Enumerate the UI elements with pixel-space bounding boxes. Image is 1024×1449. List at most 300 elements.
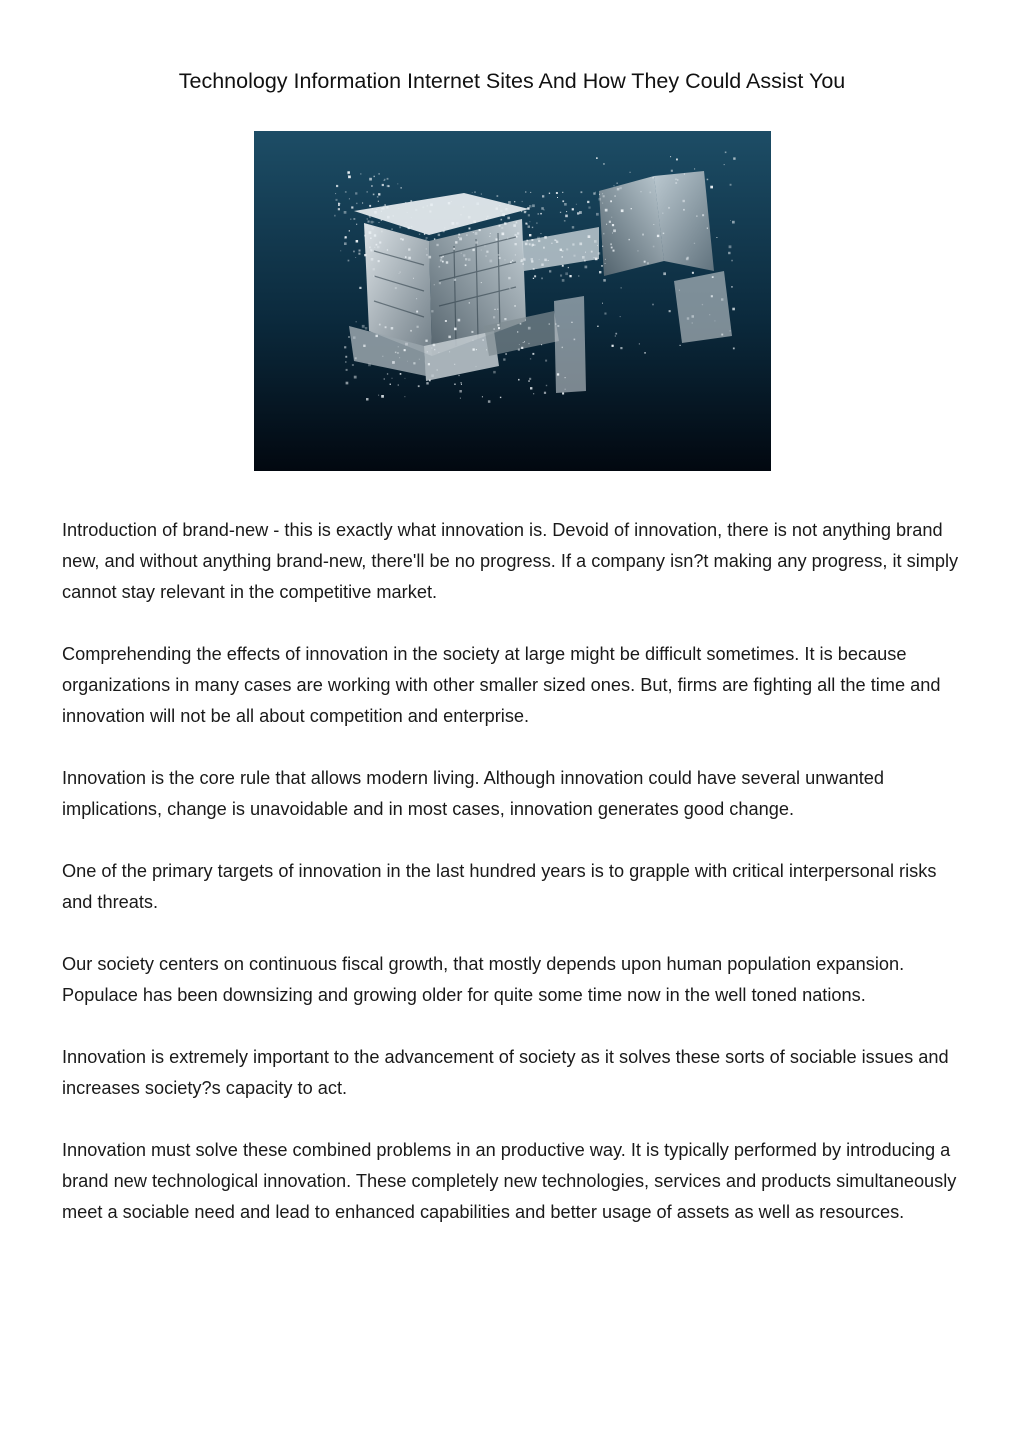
scan-point (548, 260, 549, 261)
scan-point (599, 194, 600, 195)
scan-point (523, 259, 525, 261)
scan-point (498, 327, 500, 329)
scan-point (513, 224, 516, 227)
scan-point (356, 321, 357, 322)
scan-point (382, 356, 383, 357)
scan-point (496, 238, 498, 240)
scan-point (344, 242, 347, 245)
scan-point (610, 200, 612, 202)
scan-point (692, 315, 695, 318)
scan-point (620, 316, 621, 317)
scan-point (391, 229, 392, 230)
scan-point (604, 313, 606, 315)
scan-point (486, 349, 487, 350)
scan-point (442, 261, 444, 263)
scan-point (348, 176, 351, 179)
scan-point (555, 323, 557, 325)
scan-point (368, 364, 371, 367)
scan-point (374, 211, 377, 214)
scan-point (408, 257, 411, 260)
scan-point (373, 268, 375, 270)
scan-point (391, 378, 392, 379)
scan-point (479, 229, 481, 231)
scan-point (500, 210, 502, 212)
paragraph: Our society centers on continuous fiscal growth, that mostly depends upon human population expansion. Populace has been downsizing and growing older for quite some time now in the well toned nations. (62, 954, 905, 1005)
scan-point (602, 203, 603, 204)
scan-point (599, 271, 601, 273)
scan-point (393, 215, 394, 216)
scan-point (652, 304, 654, 306)
scan-point (340, 250, 341, 251)
scan-point (514, 201, 515, 202)
scan-point (476, 202, 479, 205)
scan-point (515, 254, 516, 255)
scan-point (579, 211, 582, 214)
scan-point (367, 219, 368, 220)
scan-point (446, 261, 448, 263)
scan-point (562, 347, 563, 348)
scan-point (620, 347, 622, 349)
scan-point (565, 389, 566, 390)
scan-point (510, 261, 512, 263)
scan-point (597, 245, 598, 246)
scan-point (429, 211, 431, 213)
scan-point (529, 234, 531, 236)
scan-point (595, 192, 596, 193)
scan-point (657, 235, 659, 237)
scan-point (528, 380, 530, 382)
scan-point (534, 275, 536, 277)
scan-point (537, 237, 540, 240)
scan-point (366, 398, 369, 401)
scan-point (373, 194, 375, 196)
scan-point (381, 231, 383, 233)
scan-point (538, 213, 540, 215)
scan-point (721, 334, 723, 336)
scan-point (644, 261, 646, 263)
scan-point (696, 215, 698, 217)
scan-point (374, 247, 375, 248)
scan-point (487, 216, 489, 218)
scan-point (475, 241, 477, 243)
scan-point (521, 259, 523, 261)
scan-point (568, 267, 569, 268)
scan-point (532, 244, 534, 246)
scan-point (458, 237, 459, 238)
scan-point (644, 352, 646, 354)
scan-point (571, 322, 572, 323)
scan-point (334, 215, 336, 217)
scan-point (684, 174, 685, 175)
scan-point (694, 169, 695, 170)
scan-point (621, 287, 622, 288)
scan-point (431, 348, 432, 349)
scan-point (371, 258, 374, 261)
scan-point (676, 159, 678, 161)
scan-point (472, 340, 473, 341)
scan-point (338, 203, 340, 205)
scan-point (615, 333, 617, 335)
scan-point (429, 380, 431, 382)
scan-point (376, 244, 378, 246)
scan-point (732, 221, 735, 224)
scan-point (443, 230, 445, 232)
scan-point (579, 243, 582, 246)
scan-point (417, 326, 419, 328)
scan-point (476, 366, 477, 367)
scan-point (540, 233, 541, 234)
scan-point (482, 396, 483, 397)
scan-point (521, 347, 523, 349)
scan-point (399, 273, 400, 274)
scan-point (562, 279, 565, 282)
scan-point (359, 287, 361, 289)
scan-point (353, 218, 355, 220)
scan-point (528, 214, 530, 216)
scan-point (474, 192, 475, 193)
scan-point (501, 216, 502, 217)
scan-point (481, 282, 482, 283)
scan-point (621, 209, 624, 212)
scan-point (518, 349, 520, 351)
scan-point (650, 192, 652, 194)
scan-point (431, 310, 433, 312)
scan-point (711, 295, 713, 297)
scan-point (369, 178, 372, 181)
scan-point (509, 288, 510, 289)
scan-point (359, 250, 361, 252)
scan-point (613, 229, 616, 232)
scan-point (369, 216, 370, 217)
scan-point (527, 224, 528, 225)
scan-point (601, 265, 603, 267)
scan-point (692, 323, 693, 324)
scan-point (355, 357, 357, 359)
scan-point (382, 184, 384, 186)
scan-point (369, 231, 372, 234)
scan-point (637, 250, 638, 251)
scan-point (680, 345, 681, 346)
scan-point (473, 348, 475, 350)
scan-point (653, 246, 655, 248)
scan-point (730, 220, 731, 221)
scan-point (508, 201, 511, 204)
scan-point (378, 201, 379, 202)
scan-point (426, 382, 428, 384)
scan-point (542, 195, 544, 197)
scan-point (354, 376, 357, 379)
scan-point (370, 238, 372, 240)
scan-point (346, 382, 349, 385)
scan-point (611, 247, 613, 249)
scan-point (460, 398, 461, 399)
scan-point (385, 326, 387, 328)
scan-point (533, 278, 534, 279)
scan-point (426, 254, 428, 256)
scan-point (448, 336, 451, 339)
scan-point (605, 259, 606, 260)
scan-point (428, 363, 430, 365)
scan-point (565, 377, 566, 378)
scan-point (707, 228, 708, 229)
scan-point (353, 251, 355, 253)
scan-point (451, 201, 452, 202)
scan-point (556, 192, 558, 194)
scan-point (345, 361, 346, 362)
scan-point (416, 311, 418, 313)
scan-point (544, 259, 547, 262)
scan-point (461, 384, 462, 385)
scan-point (461, 253, 462, 254)
scan-point (631, 208, 632, 209)
scan-point (494, 309, 495, 310)
scan-point (721, 298, 723, 300)
scan-point (405, 343, 408, 346)
scan-point (344, 346, 346, 348)
scan-point (731, 286, 733, 288)
scan-point (369, 247, 371, 249)
scan-point (594, 257, 595, 258)
scan-point (584, 260, 586, 262)
scan-point (562, 192, 563, 193)
scan-point (387, 185, 389, 187)
scan-point (549, 193, 550, 194)
scan-point (454, 279, 456, 281)
scan-point (582, 256, 585, 259)
scan-point (687, 317, 689, 319)
scan-point (526, 208, 527, 209)
scan-point (481, 194, 482, 195)
scan-point (671, 170, 673, 172)
scan-point (543, 247, 545, 249)
scan-point (391, 327, 394, 330)
scan-point (397, 183, 398, 184)
scan-point (545, 360, 547, 362)
scan-point (374, 234, 376, 236)
article-body (62, 515, 962, 1259)
scan-point (612, 224, 614, 226)
scan-point (456, 222, 459, 225)
scan-point (469, 228, 471, 230)
scan-point (338, 204, 340, 206)
scan-point (525, 243, 528, 246)
scan-point (455, 241, 457, 243)
scan-point (355, 192, 357, 194)
scan-point (434, 238, 435, 239)
scan-point (533, 268, 535, 270)
scan-point (419, 359, 420, 360)
scan-point (471, 331, 473, 333)
scan-point (663, 233, 665, 235)
scan-point (714, 320, 715, 321)
scan-point (426, 239, 427, 240)
scan-point (541, 207, 544, 210)
scan-point (501, 219, 503, 221)
scan-point (532, 204, 535, 207)
scan-point (468, 258, 471, 261)
scan-point (647, 262, 649, 264)
scan-point (430, 204, 433, 207)
scan-point (356, 240, 359, 243)
scan-point (381, 211, 382, 212)
scan-point (506, 208, 507, 209)
scan-point (353, 336, 356, 339)
scan-point (551, 243, 552, 244)
scan-point (374, 176, 375, 177)
scan-point (449, 351, 450, 352)
scan-point (338, 208, 340, 210)
scan-point (603, 163, 605, 165)
scan-point (382, 207, 384, 209)
scan-point (712, 276, 714, 278)
scan-point (387, 216, 390, 219)
scan-point (588, 207, 590, 209)
scan-point (593, 192, 595, 194)
scan-point (716, 237, 717, 238)
paragraph: Innovation must solve these combined problems in an productive way. It is typically performed by introducing a brand new technological innovation. These completely new technologies, services and products simultaneously meet a sociable need and lead to enhanced capabilities and better usage of assets as well as resources. (62, 1140, 957, 1222)
scan-point (387, 178, 389, 180)
scan-point (733, 157, 735, 159)
scan-point (371, 227, 373, 229)
scan-point (616, 183, 618, 185)
scan-point (675, 179, 677, 181)
scan-point (379, 242, 381, 244)
scan-point (612, 345, 614, 347)
scan-point (692, 272, 694, 274)
scan-point (472, 249, 474, 251)
scan-point (518, 379, 520, 381)
scan-point (527, 207, 529, 209)
paragraph: Introduction of brand-new - this is exactly what innovation is. Devoid of innovation, there is not anything brand new, and without anything brand-new, there'll be no progress. If a company isn?t making any progress, it simply cannot stay relevant in the competitive market. (62, 520, 959, 602)
scan-point (379, 222, 380, 223)
scan-point (564, 203, 567, 206)
scan-point (485, 245, 486, 246)
scan-point (541, 264, 543, 266)
scan-point (434, 349, 435, 350)
scan-point (373, 275, 375, 277)
scan-point (612, 233, 613, 234)
scan-point (384, 180, 385, 181)
scan-point (556, 241, 558, 243)
scan-point (517, 232, 519, 234)
scan-point (482, 339, 484, 341)
scan-point (557, 325, 559, 327)
scan-point (538, 240, 540, 242)
scan-point (619, 187, 621, 189)
scan-point (381, 395, 384, 398)
scan-point (530, 358, 531, 359)
scan-point (557, 197, 558, 198)
scan-point (347, 171, 350, 174)
scan-point (525, 191, 526, 192)
scan-point (448, 202, 450, 204)
scan-point (564, 220, 566, 222)
scan-point (376, 209, 377, 210)
scan-point (611, 217, 612, 218)
scan-point (532, 227, 533, 228)
scan-point (581, 191, 583, 193)
scan-point (427, 351, 428, 352)
scan-point (508, 277, 510, 279)
scan-point (602, 193, 603, 194)
scan-point (346, 369, 348, 371)
scan-point (541, 278, 543, 280)
scan-point (521, 211, 522, 212)
scan-point (378, 260, 380, 262)
scan-point (411, 217, 412, 218)
scan-point (370, 217, 371, 218)
scan-point (516, 236, 518, 238)
scan-point (406, 222, 407, 223)
scan-point (445, 320, 447, 322)
scan-point (439, 282, 441, 284)
scan-point (439, 266, 441, 268)
paragraph: Innovation is the core rule that allows modern living. Although innovation could have several unwanted implications, change is unavoidable and in most cases, innovation generates good change. (62, 768, 884, 819)
scan-point (653, 224, 654, 225)
scan-point (416, 298, 417, 299)
scan-point (351, 206, 353, 208)
scan-point (499, 225, 501, 227)
scan-point (709, 314, 710, 315)
scan-point (395, 287, 397, 289)
scan-point (454, 364, 455, 365)
scan-point (405, 256, 407, 258)
scan-point (702, 214, 704, 216)
scan-point (502, 213, 505, 216)
scan-point (360, 174, 361, 175)
scan-point (356, 203, 357, 204)
scan-point (585, 266, 588, 269)
scan-point (395, 352, 397, 354)
scan-point (670, 156, 671, 157)
scan-point (460, 214, 461, 215)
point-cloud-building-image (254, 131, 771, 471)
scan-point (386, 206, 388, 208)
scan-point (475, 232, 478, 235)
scan-point (408, 227, 410, 229)
scan-point (539, 259, 540, 260)
scan-point (427, 205, 428, 206)
scan-point (376, 335, 378, 337)
scan-point (488, 400, 491, 403)
scan-point (515, 243, 517, 245)
scan-point (597, 326, 598, 327)
scan-point (438, 234, 440, 236)
scan-point (520, 323, 522, 325)
scan-point (418, 385, 420, 387)
scan-point (454, 384, 456, 386)
scan-point (588, 235, 591, 238)
scan-point (402, 239, 404, 241)
scan-point (530, 245, 531, 246)
scan-point (453, 248, 455, 250)
scan-point (358, 253, 360, 255)
scan-point (507, 238, 509, 240)
scan-point (349, 230, 350, 231)
scan-point (566, 248, 568, 250)
scan-point (602, 246, 603, 247)
scan-point (442, 256, 443, 257)
scan-point (702, 304, 703, 305)
scan-point (499, 239, 500, 240)
scan-point (481, 250, 482, 251)
scan-point (530, 192, 531, 193)
scan-point (577, 212, 579, 214)
scan-point (472, 192, 473, 193)
scan-point (732, 308, 735, 311)
scan-point (362, 203, 363, 204)
scan-point (345, 356, 347, 358)
